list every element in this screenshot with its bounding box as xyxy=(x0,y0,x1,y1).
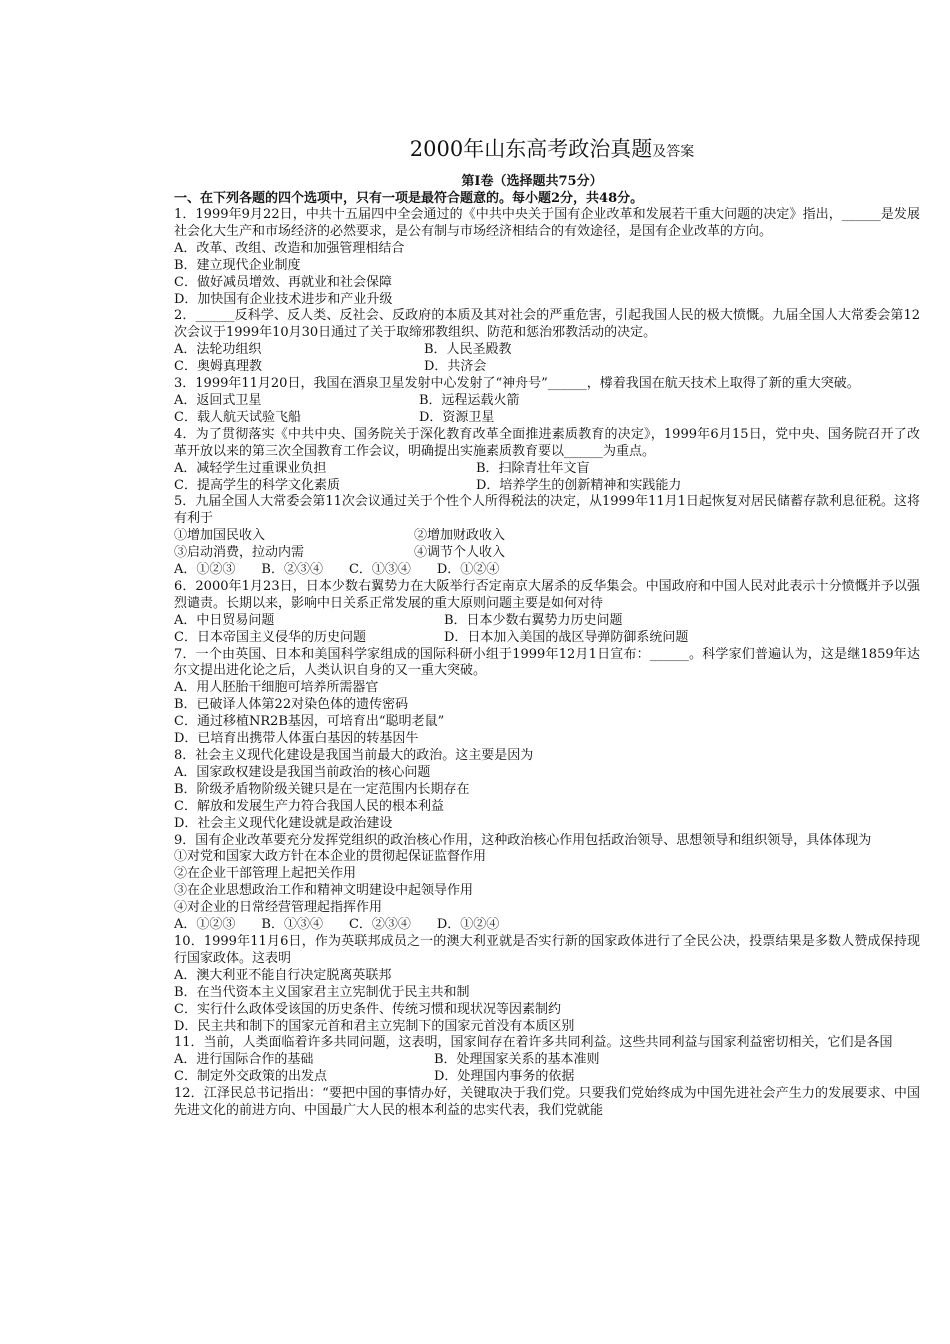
question-option: ④对企业的日常经营管理起指挥作用 xyxy=(174,900,383,916)
question-8 xyxy=(144,748,920,833)
question-option: ③启动消费，拉动内需 xyxy=(174,545,305,561)
question-stem: 6．2000年1月23日，日本少数右翼势力在大阪举行否定南京大屠杀的反华集会。中国政府和中国人民对此表示十分愤慨并予以强烈谴责。长期以来，影响中日关系正常发展的重大原则问题主要是如何对待 xyxy=(174,578,920,611)
question-option: D．加快国有企业技术进步和产业升级 xyxy=(174,291,393,307)
question-option: B．日本少数右翼势力历史问题 xyxy=(444,612,623,628)
question-12 xyxy=(144,1086,920,1120)
option-row xyxy=(144,1052,920,1069)
question-option: C．奥姆真理教 xyxy=(174,359,262,375)
question-option: C．载人航天试验飞船 xyxy=(174,409,301,425)
question-stem: 9．国有企业改革要充分发挥党组织的政治核心作用，这种政治核心作用包括政治领导、思想领导和组织领导，具体体现为 xyxy=(174,832,872,848)
option-row xyxy=(144,410,920,427)
question-option: C．通过移植NR2B基因，可培育出“聪明老鼠” xyxy=(174,714,445,730)
question-option: B．处理国家关系的基本准则 xyxy=(434,1052,600,1068)
question-option: D．已培育出携带人体蛋白基因的转基因牛 xyxy=(174,731,419,747)
question-option: ②增加财政收入 xyxy=(414,528,506,544)
question-option: A．进行国际合作的基础 xyxy=(174,1052,314,1068)
question-option: C．制定外交政策的出发点 xyxy=(174,1069,327,1085)
question-option: B．在当代资本主义国家君主立宪制优于民主共和制 xyxy=(174,984,470,1000)
question-option: D．培养学生的创新精神和实践能力 xyxy=(476,477,682,493)
question-stem: 12．江泽民总书记指出：“要把中国的事情办好，关键取决于我们党。只要我们党始终成为中国先进社会产生力的发展要求、中国先进文化的前进方向、中国最广大人民的根本利益的忠实代表，我们党就能 xyxy=(174,1086,920,1119)
option-row xyxy=(144,461,920,478)
question-stem: 11．当前，人类面临着许多共同问题，这表明，国家间存在着许多共同利益。这些共同利益与国家利益密切相关，它们是各国 xyxy=(174,1035,893,1051)
question-option: C．实行什么政体受该国的历史条件、传统习惯和现状况等因素制约 xyxy=(174,1001,561,1017)
question-stem: 2．______反科学、反人类、反社会、反政府的本质及其对社会的严重危害，引起我国人民的极大愤慨。九届全国人大常委会第12次会议于1999年10月30日通过了关于取缔邪教组织、防范和惩治邪教活动的决定。 xyxy=(174,308,920,341)
option-row xyxy=(144,1069,920,1086)
question-option: A．中日贸易问题 xyxy=(174,612,275,628)
option-row xyxy=(144,393,920,410)
question-7 xyxy=(144,647,920,748)
question-option: C．做好减员增效、再就业和社会保障 xyxy=(174,274,392,290)
question-option: B．阶级矛盾物阶级关键只是在一定范围内长期存在 xyxy=(174,781,470,797)
title-main: 2000年山东高考政治真题 xyxy=(409,137,653,161)
question-11 xyxy=(144,1035,920,1086)
option-row xyxy=(144,342,920,359)
question-1 xyxy=(144,207,920,308)
question-option: ①对党和国家大政方针在本企业的贯彻起保证监督作用 xyxy=(174,849,487,865)
question-option: C．日本帝国主义侵华的历史问题 xyxy=(174,629,366,645)
question-stem: 8．社会主义现代化建设是我国当前最大的政治。这主要是因为 xyxy=(174,748,534,763)
instruction: 一、在下列各题的四个选项中，只有一项是最符合题意的。每小题2分，共48分。 xyxy=(174,191,644,206)
option-row xyxy=(144,613,920,630)
question-option: B．已破译人体第22对染色体的遗传密码 xyxy=(174,697,409,713)
question-option: D．资源卫星 xyxy=(419,409,495,425)
question-option: D．社会主义现代化建设就是政治建设 xyxy=(174,815,393,831)
question-10 xyxy=(144,934,920,1035)
question-option: ④调节个人收入 xyxy=(414,545,506,561)
question-stem: 4．为了贯彻落实《中共中央、国务院关于深化教育改革全面推进素质教育的决定》，1999年6月15日，党中央、国务院召开了改革开放以来的第三次全国教育工作会议，明确提出实施素质教育要以______为重点。 xyxy=(174,426,920,459)
question-option: A．减轻学生过重课业负担 xyxy=(174,460,327,476)
question-6 xyxy=(144,579,920,647)
question-option: B．远程运载火箭 xyxy=(419,392,520,408)
question-option: A．改革、改组、改造和加强管理相结合 xyxy=(174,240,405,256)
question-option: D．共济会 xyxy=(424,359,487,375)
question-option: ①增加国民收入 xyxy=(174,528,266,544)
question-4 xyxy=(144,427,920,495)
option-row xyxy=(144,545,920,562)
question-option: D．民主共和制下的国家元首和君主立宪制下的国家元首没有本质区别 xyxy=(174,1018,575,1034)
answer-choices: A．①②③ B．①③④ C．②③④ D．①②④ xyxy=(174,917,500,933)
question-option: A．返回式卫星 xyxy=(174,392,262,408)
question-option: A．用人胚胎干细胞可培养所需器官 xyxy=(174,680,379,696)
question-option: B．扫除青壮年文盲 xyxy=(476,460,590,476)
option-row xyxy=(144,630,920,647)
question-stem: 1．1999年9月22日，中共十五届四中全会通过的《中共中央关于国有企业改革和发展若干重大问题的决定》指出，______是发展社会化大生产和市场经济的必然要求，是公有制与市场经济相结合的有效途径，是国有企业改革的方向。 xyxy=(174,207,920,239)
question-option: D．日本加入美国的战区导弹防御系统问题 xyxy=(444,629,689,645)
exam-page xyxy=(144,134,920,1120)
question-stem: 5．九届全国人大常委会第11次会议通过关于个性个人所得税法的决定，从1999年11月1日起恢复对居民储蓄存款利息征税。这将有利于 xyxy=(174,494,920,527)
question-option: C．解放和发展生产力符合我国人民的根本利益 xyxy=(174,798,444,814)
question-option: A．澳大利亚不能自行决定脱离英联邦 xyxy=(174,967,392,983)
question-option: D．处理国内事务的依据 xyxy=(434,1069,575,1085)
question-stem: 10．1999年11月6日，作为英联邦成员之一的澳大利亚就是否实行新的国家政体进行了全民公决，投票结果是多数人赞成保持现行国家政体。这表明 xyxy=(174,933,920,966)
question-2 xyxy=(144,308,920,376)
page-title xyxy=(144,134,920,167)
title-suffix: 及答案 xyxy=(652,144,695,160)
question-option: A．国家政权建设是我国当前政治的核心问题 xyxy=(174,764,431,780)
question-3 xyxy=(144,376,920,427)
question-option: B．建立现代企业制度 xyxy=(174,257,301,273)
question-option: ②在企业干部管理上起把关作用 xyxy=(174,866,357,882)
question-5 xyxy=(144,494,920,579)
question-stem: 3．1999年11月20日，我国在酒泉卫星发射中心发射了“神舟号”______，橕着我国在航天技术上取得了新的重大突破。 xyxy=(174,376,860,392)
answer-choices: A．①②③ B．②③④ C．①③④ D．①②④ xyxy=(174,562,500,578)
option-row xyxy=(144,528,920,545)
option-row xyxy=(144,359,920,376)
question-option: C．提高学生的科学文化素质 xyxy=(174,477,340,493)
question-option: A．法轮功组织 xyxy=(174,342,262,358)
question-option: B．人民圣殿教 xyxy=(424,342,512,358)
question-stem: 7．一个由英国、日本和美国科学家组成的国际科研小组于1999年12月1日宣布：______。科学家们普遍认为，这是继1859年达尔文提出进化论之后，人类认识自身的又一重大突破。 xyxy=(174,646,920,679)
section-heading: 第Ⅰ卷（选择题共75分） xyxy=(461,174,603,189)
question-list xyxy=(144,207,920,1120)
question-option: ③在企业思想政治工作和精神文明建设中起领导作用 xyxy=(174,883,474,899)
question-9 xyxy=(144,833,920,934)
option-row xyxy=(144,478,920,495)
